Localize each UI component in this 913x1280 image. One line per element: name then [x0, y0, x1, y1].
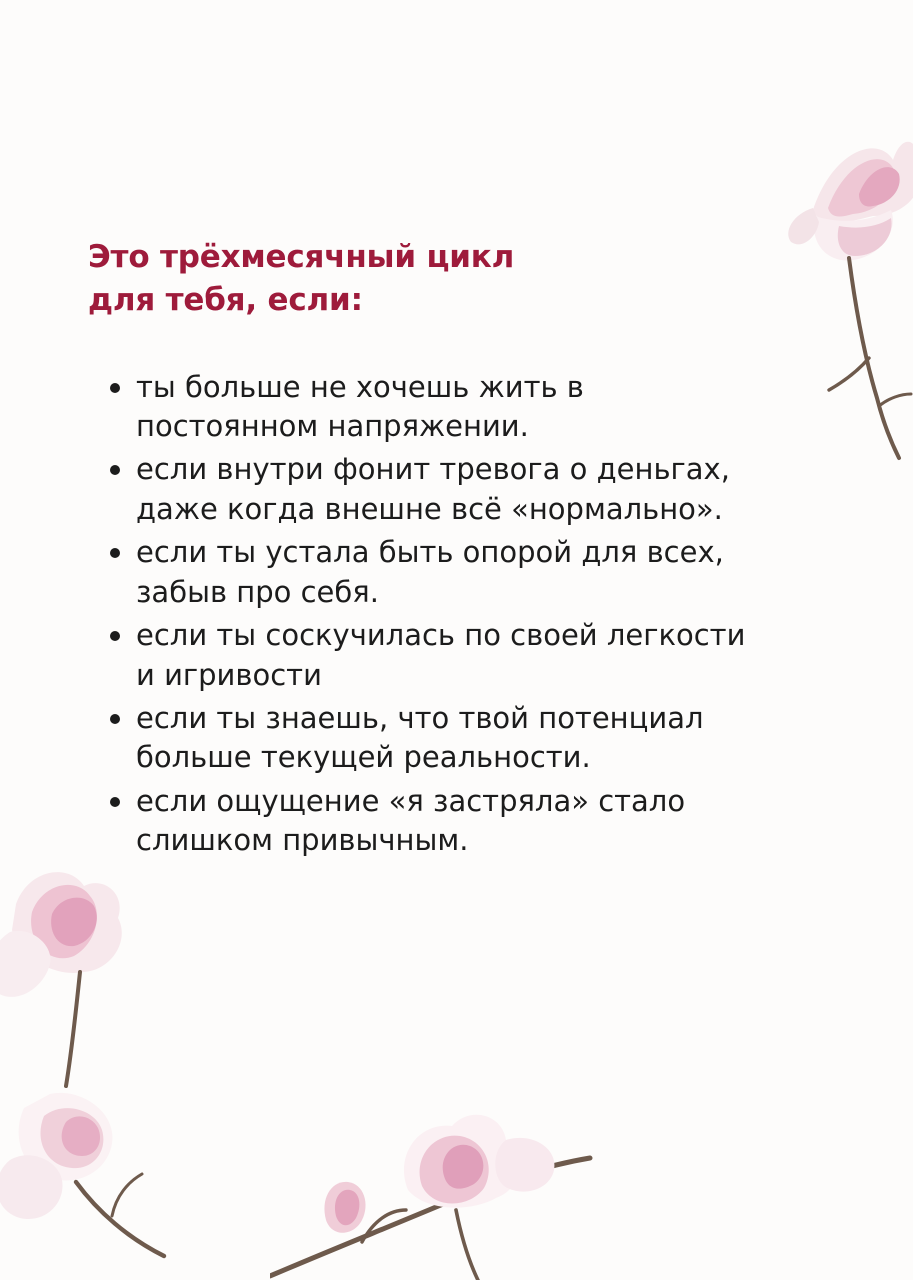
list-item: [88, 782, 756, 861]
list-item-label: если ощущение «я застряла» стало слишком привычным.: [136, 783, 686, 858]
list-item: [88, 533, 756, 612]
page-title-line-1: Это трёхмесячный цикл: [88, 239, 515, 275]
list-item-label: если ты знаешь, что твой потенциал больше текущей реальности.: [136, 701, 704, 775]
criteria-list: [88, 368, 788, 861]
bullet-dot-icon: [110, 631, 120, 641]
list-item: [88, 699, 756, 778]
list-item: [88, 616, 756, 695]
bullet-dot-icon: [110, 465, 120, 475]
magnolia-branch-bottom-center-icon: [270, 1070, 600, 1280]
bullet-dot-icon: [110, 383, 120, 393]
list-item: [88, 368, 756, 447]
bullet-dot-icon: [110, 714, 120, 724]
poster-content: [88, 236, 788, 865]
list-item-label: если ты соскучилась по своей легкости и игривости: [136, 618, 746, 692]
list-item-label: если внутри фонит тревога о деньгах, даже когда внешне всё «нормально».: [136, 452, 730, 526]
magnolia-flower-bottom-left-icon: [0, 860, 400, 1280]
bullet-dot-icon: [110, 548, 120, 558]
list-item-label: если ты устала быть опорой для всех, забыв про себя.: [136, 535, 724, 609]
page-title-line-2: для тебя, если:: [88, 281, 363, 318]
page-title: [88, 236, 688, 322]
list-item: [88, 450, 756, 529]
bullet-dot-icon: [110, 797, 120, 807]
list-item-label: ты больше не хочешь жить в постоянном напряжении.: [136, 369, 584, 443]
